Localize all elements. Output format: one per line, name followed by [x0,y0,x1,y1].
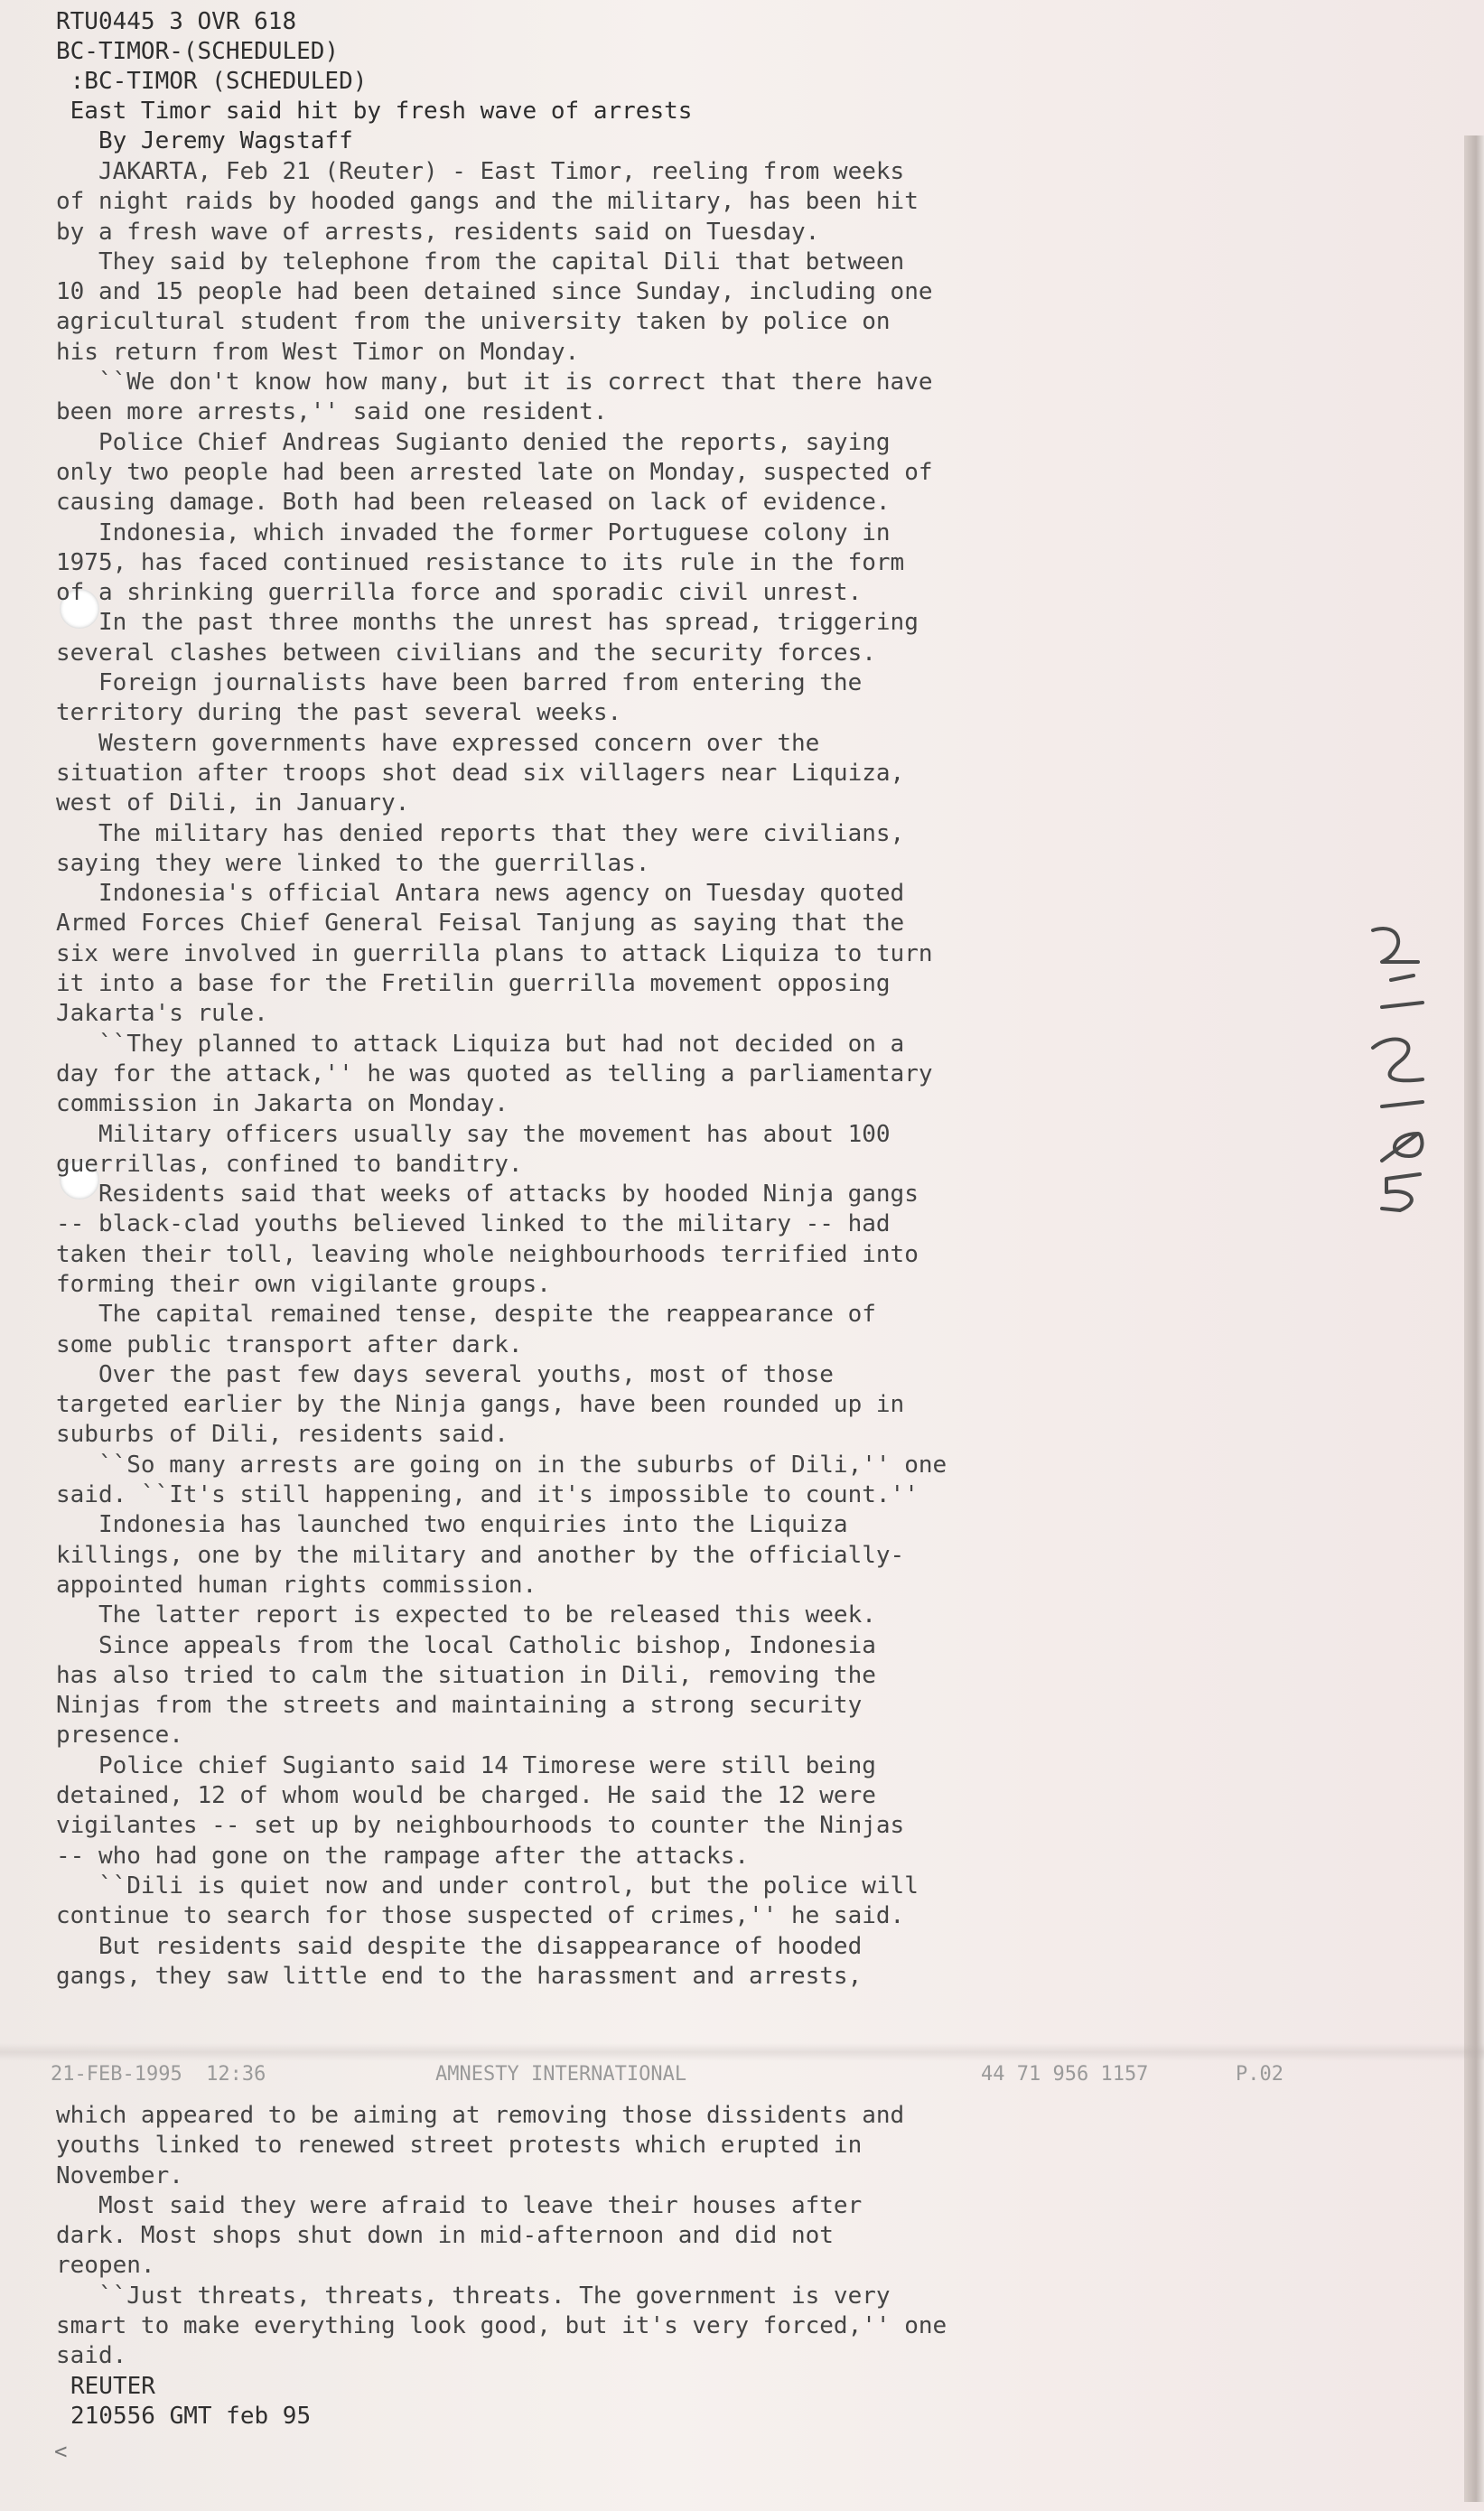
svg-text:21-2-95: 21-2-95 [1346,912,1350,913]
text-line: six were involved in guerrilla plans to attack Liquiza to turn [56,939,933,967]
wire-footer [70,2372,311,2432]
fax-sender: AMNESTY INTERNATIONAL [435,2063,687,2086]
text-line: detained, 12 of whom would be charged. He said the 12 were [56,1782,876,1810]
text-line: has also tried to calm the situation in Dili, removing the [56,1661,876,1689]
text-line: Armed Forces Chief General Feisal Tanjung as saying that the [56,910,905,938]
slug-line: RTU0445 3 OVR 618 [56,8,297,35]
text-line: Residents said that weeks of attacks by hooded Ninja gangs [56,1181,919,1209]
text-line: guerrillas, confined to banditry. [56,1150,523,1178]
text-line: The military has denied reports that they were civilians, [56,819,905,847]
wire-header [56,7,692,156]
text-line: which appeared to be aiming at removing those dissidents and [56,2102,905,2129]
text-line: been more arrests,'' said one resident. [56,398,608,426]
text-line: continue to search for those suspected of crimes,'' he said. [56,1902,905,1930]
text-line: Indonesia's official Antara news agency on Tuesday quoted [56,880,905,908]
fax-datetime: 21-FEB-1995 12:36 [51,2063,266,2086]
text-line: 1975, has faced continued resistance to its rule in the form [56,548,905,576]
text-line: Police Chief Andreas Sugianto denied the reports, saying [56,428,891,456]
text-line: Over the past few days several youths, most of those [56,1360,834,1388]
text-line: commission in Jakarta on Monday. [56,1090,509,1118]
text-line: ``So many arrests are going on in the suburbs of Dili,'' one [56,1451,947,1479]
text-line: his return from West Timor on Monday. [56,338,580,366]
fax-page-break [0,2043,1484,2061]
article-body [56,157,1158,1992]
category-line: :BC-TIMOR (SCHEDULED) [56,68,368,95]
text-line: of a shrinking guerrilla force and sporadic civil unrest. [56,579,863,607]
text-line: smart to make everything look good, but it's very forced,'' one [56,2312,947,2340]
text-line: presence. [56,1722,183,1750]
byline: By Jeremy Wagstaff [56,127,353,154]
text-line: causing damage. Both had been released on lack of evidence. [56,489,891,517]
text-line: Indonesia, which invaded the former Portuguese colony in [56,518,891,546]
text-line: vigilantes -- set up by neighbourhoods to counter the Ninjas [56,1812,905,1840]
text-line: gangs, they saw little end to the harassment and arrests, [56,1962,863,1990]
text-line: Military officers usually say the movement has about 100 [56,1120,891,1148]
fax-transmission-header [51,2063,1315,2090]
fax-phone: 44 71 956 1157 [981,2063,1149,2086]
article-continuation [56,2101,1158,2372]
source-line: REUTER [70,2373,155,2400]
text-line: day for the attack,'' he was quoted as telling a parliamentary [56,1059,933,1087]
text-line: Most said they were afraid to leave their houses after [56,2191,863,2219]
text-line: ``We don't know how many, but it is correct that there have [56,369,933,397]
text-line: In the past three months the unrest has spread, triggering [56,609,919,637]
text-line: Police chief Sugianto said 14 Timorese were still being [56,1751,876,1779]
text-line: Indonesia has launched two enquiries into the Liquiza [56,1511,848,1539]
text-line: JAKARTA, Feb 21 (Reuter) - East Timor, reeling from weeks [56,158,905,185]
text-line: Jakarta's rule. [56,1000,268,1028]
end-marker: < [54,2439,68,2464]
text-line: taken their toll, leaving whole neighbourhoods terrified into [56,1240,919,1268]
text-line: agricultural student from the university taken by police on [56,308,891,336]
text-line: killings, one by the military and another by the officially- [56,1541,905,1569]
category-line: BC-TIMOR-(SCHEDULED) [56,38,340,65]
text-line: territory during the past several weeks. [56,699,622,727]
headline: East Timor said hit by fresh wave of arrests [56,98,693,125]
text-line: Ninjas from the streets and maintaining a strong security [56,1692,863,1720]
timestamp-line: 210556 GMT feb 95 [70,2403,312,2430]
text-line: But residents said despite the disappearance of hooded [56,1932,863,1960]
text-line: Foreign journalists have been barred from entering the [56,669,863,697]
text-line: Western governments have expressed concern over the [56,729,820,757]
text-line: targeted earlier by the Ninja gangs, have been rounded up in [56,1391,905,1419]
text-line: said. [56,2342,127,2370]
text-line: said. ``It's still happening, and it's impossible to count.'' [56,1481,919,1509]
text-line: reopen. [56,2252,155,2280]
text-line: The capital remained tense, despite the reappearance of [56,1301,876,1329]
text-line: appointed human rights commission. [56,1571,537,1599]
text-line: November. [56,2161,183,2189]
text-line: youths linked to renewed street protests which erupted in [56,2132,863,2160]
text-line: They said by telephone from the capital Dili that between [56,247,905,275]
text-line: ``They planned to attack Liquiza but had not decided on a [56,1030,905,1058]
text-line: ``Just threats, threats, threats. The government is very [56,2282,891,2310]
handwritten-date [1346,912,1463,1219]
text-line: 10 and 15 people had been detained since Sunday, including one [56,278,933,306]
text-line: situation after troops shot dead six villagers near Liquiza, [56,759,905,787]
text-line: ``Dili is quiet now and under control, but the police will [56,1872,919,1900]
text-line: several clashes between civilians and the security forces. [56,639,876,667]
text-line: suburbs of Dili, residents said. [56,1421,509,1449]
text-line: Since appeals from the local Catholic bishop, Indonesia [56,1631,876,1659]
fax-page-number: P.02 [1236,2063,1283,2086]
text-line: some public transport after dark. [56,1330,523,1358]
text-line: -- black-clad youths believed linked to the military -- had [56,1210,891,1238]
text-line: forming their own vigilante groups. [56,1270,551,1298]
text-line: it into a base for the Fretilin guerrilla movement opposing [56,970,891,998]
text-line: -- who had gone on the rampage after the attacks. [56,1842,750,1870]
text-line: of night raids by hooded gangs and the military, has been hit [56,188,919,216]
text-line: saying they were linked to the guerrillas. [56,849,650,877]
paper-edge-shadow [1464,135,1484,2502]
text-line: only two people had been arrested late on Monday, suspected of [56,458,933,486]
text-line: west of Dili, in January. [56,789,410,817]
text-line: dark. Most shops shut down in mid-afternoon and did not [56,2222,834,2250]
text-line: The latter report is expected to be released this week. [56,1601,876,1629]
text-line: by a fresh wave of arrests, residents said on Tuesday. [56,218,820,246]
